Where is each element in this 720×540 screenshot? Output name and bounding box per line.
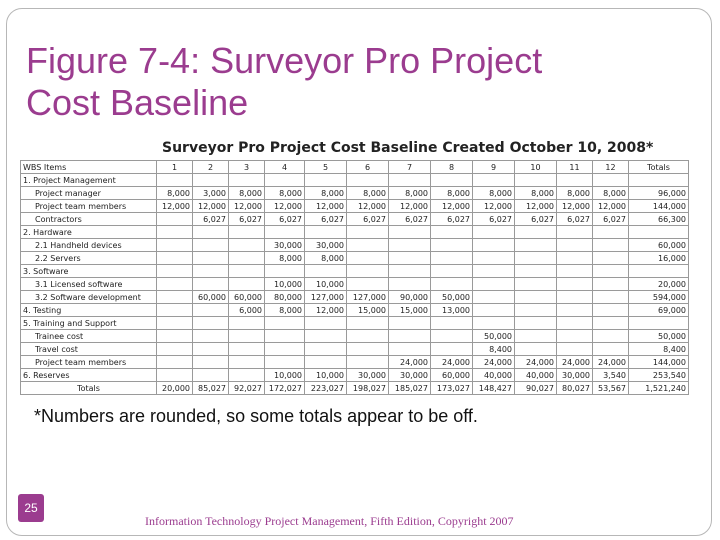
cost-cell [347, 356, 389, 369]
cost-cell: 8,000 [305, 187, 347, 200]
cost-cell: 12,000 [347, 200, 389, 213]
cost-cell: 8,400 [473, 343, 515, 356]
table-row [21, 278, 689, 291]
cost-cell: 30,000 [305, 239, 347, 252]
cost-cell [473, 317, 515, 330]
cost-baseline-table [20, 160, 689, 395]
cost-cell [593, 239, 629, 252]
cost-cell: 12,000 [389, 200, 431, 213]
cost-cell [515, 304, 557, 317]
cost-cell [389, 317, 431, 330]
cost-cell [229, 317, 265, 330]
cost-cell [389, 330, 431, 343]
cost-cell: 24,000 [473, 356, 515, 369]
cost-cell [431, 265, 473, 278]
cost-cell [193, 343, 229, 356]
header-month: 5 [305, 161, 347, 174]
cost-cell [515, 239, 557, 252]
cost-cell [265, 343, 305, 356]
cost-cell [305, 226, 347, 239]
cost-cell [431, 317, 473, 330]
cost-cell [193, 226, 229, 239]
cost-cell: 50,000 [473, 330, 515, 343]
cost-cell [431, 252, 473, 265]
cost-cell [593, 174, 629, 187]
cost-cell [593, 226, 629, 239]
table-row [21, 356, 689, 369]
cost-cell [229, 239, 265, 252]
wbs-item-label: Travel cost [21, 343, 157, 356]
cost-cell: 24,000 [389, 356, 431, 369]
cost-cell: 6,027 [593, 213, 629, 226]
cost-cell [515, 330, 557, 343]
section-row [21, 317, 689, 330]
cost-cell: 6,027 [389, 213, 431, 226]
header-month: 8 [431, 161, 473, 174]
cost-cell: 15,000 [389, 304, 431, 317]
cost-cell [157, 343, 193, 356]
cost-cell [593, 317, 629, 330]
cost-cell [515, 291, 557, 304]
cost-cell: 12,000 [557, 200, 593, 213]
cost-cell: 12,000 [473, 200, 515, 213]
cost-cell [305, 317, 347, 330]
cost-cell [431, 278, 473, 291]
header-month: 1 [157, 161, 193, 174]
row-total-cell: 50,000 [629, 330, 689, 343]
section-row [21, 369, 689, 382]
cost-cell [157, 291, 193, 304]
cost-cell [229, 265, 265, 278]
cost-cell [431, 330, 473, 343]
header-totals: Totals [629, 161, 689, 174]
cost-cell [157, 330, 193, 343]
cost-cell [193, 304, 229, 317]
row-total-cell: 66,300 [629, 213, 689, 226]
header-month: 3 [229, 161, 265, 174]
cost-cell: 24,000 [431, 356, 473, 369]
cost-cell [389, 265, 431, 278]
cost-cell [347, 239, 389, 252]
row-total-cell [629, 226, 689, 239]
header-wbs-items: WBS Items [21, 161, 157, 174]
row-total-cell [629, 265, 689, 278]
table-row [21, 200, 689, 213]
cost-cell: 12,000 [431, 200, 473, 213]
cost-cell: 127,000 [305, 291, 347, 304]
cost-cell [473, 291, 515, 304]
wbs-item-label: Trainee cost [21, 330, 157, 343]
cost-cell [229, 369, 265, 382]
cost-cell [515, 252, 557, 265]
cost-cell [557, 317, 593, 330]
cost-cell: 8,000 [431, 187, 473, 200]
cost-cell: 85,027 [193, 382, 229, 395]
row-total-cell: 20,000 [629, 278, 689, 291]
cost-cell: 8,000 [229, 187, 265, 200]
cost-cell [305, 343, 347, 356]
cost-cell [157, 369, 193, 382]
section-row [21, 174, 689, 187]
cost-cell [157, 226, 193, 239]
cost-cell [157, 304, 193, 317]
cost-cell: 50,000 [431, 291, 473, 304]
cost-cell: 8,000 [593, 187, 629, 200]
header-month: 11 [557, 161, 593, 174]
cost-cell: 40,000 [515, 369, 557, 382]
cost-cell: 8,000 [157, 187, 193, 200]
cost-cell: 6,027 [473, 213, 515, 226]
cost-cell [305, 265, 347, 278]
cost-cell [265, 330, 305, 343]
wbs-item-label: Project team members [21, 200, 157, 213]
cost-cell: 24,000 [515, 356, 557, 369]
cost-cell [515, 226, 557, 239]
cost-cell [557, 304, 593, 317]
cost-cell [473, 304, 515, 317]
cost-cell [265, 356, 305, 369]
cost-cell: 12,000 [515, 200, 557, 213]
cost-cell: 172,027 [265, 382, 305, 395]
cost-cell [389, 252, 431, 265]
cost-cell [557, 330, 593, 343]
cost-cell [265, 174, 305, 187]
cost-cell [389, 226, 431, 239]
cost-cell: 6,027 [305, 213, 347, 226]
row-total-cell: 8,400 [629, 343, 689, 356]
slide-title-line-2: Cost Baseline [26, 82, 249, 123]
slide-title-line-1: Figure 7-4: Surveyor Pro Project [26, 40, 543, 81]
cost-cell: 6,027 [557, 213, 593, 226]
cost-cell: 8,000 [265, 187, 305, 200]
cost-cell [347, 226, 389, 239]
cost-cell [515, 343, 557, 356]
cost-cell: 185,027 [389, 382, 431, 395]
wbs-item-label: 2. Hardware [21, 226, 157, 239]
table-row [21, 213, 689, 226]
cost-cell: 8,000 [265, 304, 305, 317]
row-total-cell: 16,000 [629, 252, 689, 265]
cost-cell [593, 304, 629, 317]
cost-cell [157, 317, 193, 330]
cost-cell [229, 330, 265, 343]
cost-cell [473, 278, 515, 291]
cost-cell [193, 239, 229, 252]
cost-cell [593, 291, 629, 304]
cost-cell: 12,000 [157, 200, 193, 213]
wbs-item-label: 3. Software [21, 265, 157, 278]
cost-cell [431, 343, 473, 356]
cost-cell [347, 317, 389, 330]
wbs-item-label: 3.2 Software development [21, 291, 157, 304]
cost-cell [593, 265, 629, 278]
row-total-cell: 253,540 [629, 369, 689, 382]
cost-cell [557, 174, 593, 187]
cost-cell [229, 226, 265, 239]
row-total-cell: 69,000 [629, 304, 689, 317]
cost-cell: 92,027 [229, 382, 265, 395]
cost-cell [265, 226, 305, 239]
cost-cell [515, 317, 557, 330]
cost-cell [515, 278, 557, 291]
cost-cell: 60,000 [193, 291, 229, 304]
cost-cell [557, 278, 593, 291]
cost-cell: 198,027 [347, 382, 389, 395]
wbs-item-label: 6. Reserves [21, 369, 157, 382]
cost-cell: 30,000 [389, 369, 431, 382]
cost-cell: 90,000 [389, 291, 431, 304]
row-total-cell: 144,000 [629, 356, 689, 369]
row-total-cell: 96,000 [629, 187, 689, 200]
cost-cell [193, 265, 229, 278]
cost-cell [557, 265, 593, 278]
cost-cell [431, 239, 473, 252]
totals-row [21, 382, 689, 395]
table-row [21, 291, 689, 304]
cost-cell [193, 330, 229, 343]
cost-cell [473, 252, 515, 265]
cost-cell: 30,000 [265, 239, 305, 252]
wbs-item-label: 1. Project Management [21, 174, 157, 187]
cost-cell: 12,000 [229, 200, 265, 213]
cost-cell: 173,027 [431, 382, 473, 395]
header-month: 4 [265, 161, 305, 174]
section-row [21, 226, 689, 239]
cost-cell: 24,000 [593, 356, 629, 369]
cost-cell [473, 174, 515, 187]
cost-cell [347, 265, 389, 278]
cost-cell [593, 343, 629, 356]
wbs-item-label: Totals [21, 382, 157, 395]
cost-cell [229, 343, 265, 356]
table-body [21, 174, 689, 395]
cost-cell [431, 226, 473, 239]
cost-cell: 30,000 [557, 369, 593, 382]
cost-cell: 24,000 [557, 356, 593, 369]
cost-cell [193, 369, 229, 382]
table-row [21, 239, 689, 252]
cost-cell: 13,000 [431, 304, 473, 317]
cost-cell [593, 252, 629, 265]
cost-cell [305, 356, 347, 369]
table-row [21, 330, 689, 343]
section-row [21, 304, 689, 317]
cost-cell [557, 252, 593, 265]
cost-cell [157, 265, 193, 278]
cost-cell: 6,027 [515, 213, 557, 226]
cost-cell [157, 252, 193, 265]
wbs-item-label: 5. Training and Support [21, 317, 157, 330]
cost-cell [389, 239, 431, 252]
cost-cell: 12,000 [305, 200, 347, 213]
cost-cell: 6,000 [229, 304, 265, 317]
row-total-cell: 144,000 [629, 200, 689, 213]
cost-cell [305, 330, 347, 343]
cost-cell [157, 213, 193, 226]
cost-cell [193, 174, 229, 187]
cost-cell [193, 356, 229, 369]
header-month: 12 [593, 161, 629, 174]
cost-cell: 40,000 [473, 369, 515, 382]
wbs-item-label: Project manager [21, 187, 157, 200]
cost-cell: 12,000 [305, 304, 347, 317]
cost-cell: 6,027 [229, 213, 265, 226]
cost-cell: 30,000 [347, 369, 389, 382]
cost-cell: 3,540 [593, 369, 629, 382]
cost-cell: 10,000 [265, 369, 305, 382]
cost-cell: 80,000 [265, 291, 305, 304]
cost-cell [229, 356, 265, 369]
cost-cell: 8,000 [557, 187, 593, 200]
cost-cell [593, 278, 629, 291]
header-month: 6 [347, 161, 389, 174]
cost-cell: 148,427 [473, 382, 515, 395]
cost-cell [557, 291, 593, 304]
cost-cell: 3,000 [193, 187, 229, 200]
row-total-cell [629, 317, 689, 330]
header-month: 9 [473, 161, 515, 174]
wbs-item-label: Contractors [21, 213, 157, 226]
cost-cell [157, 356, 193, 369]
row-total-cell: 1,521,240 [629, 382, 689, 395]
table-row [21, 252, 689, 265]
table-row [21, 343, 689, 356]
cost-cell [389, 174, 431, 187]
cost-cell [347, 174, 389, 187]
cost-cell: 12,000 [593, 200, 629, 213]
cost-cell: 6,027 [431, 213, 473, 226]
cost-cell: 6,027 [193, 213, 229, 226]
cost-cell [389, 343, 431, 356]
cost-cell [347, 330, 389, 343]
wbs-item-label: 4. Testing [21, 304, 157, 317]
cost-cell [265, 265, 305, 278]
cost-cell: 53,567 [593, 382, 629, 395]
footer-copyright: Information Technology Project Management, Fifth Edition, Copyright 2007 [145, 514, 514, 528]
cost-cell: 60,000 [431, 369, 473, 382]
wbs-item-label: 2.1 Handheld devices [21, 239, 157, 252]
cost-cell [229, 252, 265, 265]
cost-cell: 6,027 [265, 213, 305, 226]
cost-cell: 20,000 [157, 382, 193, 395]
cost-cell: 15,000 [347, 304, 389, 317]
table-header-row [21, 161, 689, 174]
header-month: 7 [389, 161, 431, 174]
cost-cell: 10,000 [305, 278, 347, 291]
slide-number: 25 [18, 494, 44, 522]
cost-cell: 6,027 [347, 213, 389, 226]
row-total-cell [629, 174, 689, 187]
slide-title [26, 40, 666, 124]
cost-cell: 8,000 [389, 187, 431, 200]
cost-cell [347, 252, 389, 265]
wbs-item-label: Project team members [21, 356, 157, 369]
cost-cell: 8,000 [515, 187, 557, 200]
cost-cell [347, 343, 389, 356]
cost-cell: 8,000 [473, 187, 515, 200]
rounding-note: *Numbers are rounded, so some totals appear to be off. [34, 406, 478, 426]
cost-cell [157, 174, 193, 187]
cost-cell [557, 239, 593, 252]
cost-cell: 90,027 [515, 382, 557, 395]
cost-cell: 223,027 [305, 382, 347, 395]
cost-cell [193, 317, 229, 330]
cost-cell [157, 278, 193, 291]
cost-cell: 12,000 [193, 200, 229, 213]
cost-cell: 8,000 [265, 252, 305, 265]
cost-cell [265, 317, 305, 330]
wbs-item-label: 2.2 Servers [21, 252, 157, 265]
cost-cell [193, 252, 229, 265]
cost-cell [557, 343, 593, 356]
header-month: 10 [515, 161, 557, 174]
cost-cell [229, 278, 265, 291]
cost-cell [431, 174, 473, 187]
cost-cell [229, 174, 265, 187]
cost-cell [557, 226, 593, 239]
table-row [21, 187, 689, 200]
cost-cell: 8,000 [347, 187, 389, 200]
wbs-item-label: 3.1 Licensed software [21, 278, 157, 291]
cost-cell [157, 239, 193, 252]
cost-cell [473, 265, 515, 278]
cost-cell [389, 278, 431, 291]
cost-cell: 10,000 [265, 278, 305, 291]
cost-cell: 10,000 [305, 369, 347, 382]
cost-cell: 12,000 [265, 200, 305, 213]
cost-cell [515, 265, 557, 278]
cost-cell [473, 239, 515, 252]
table-title: Surveyor Pro Project Cost Baseline Created October 10, 2008* [162, 140, 654, 156]
cost-cell: 80,027 [557, 382, 593, 395]
cost-cell: 127,000 [347, 291, 389, 304]
cost-cell [473, 226, 515, 239]
cost-cell [347, 278, 389, 291]
row-total-cell: 594,000 [629, 291, 689, 304]
cost-cell [193, 278, 229, 291]
header-month: 2 [193, 161, 229, 174]
section-row [21, 265, 689, 278]
cost-cell [593, 330, 629, 343]
cost-cell: 60,000 [229, 291, 265, 304]
cost-cell [515, 174, 557, 187]
cost-cell: 8,000 [305, 252, 347, 265]
cost-cell [305, 174, 347, 187]
row-total-cell: 60,000 [629, 239, 689, 252]
